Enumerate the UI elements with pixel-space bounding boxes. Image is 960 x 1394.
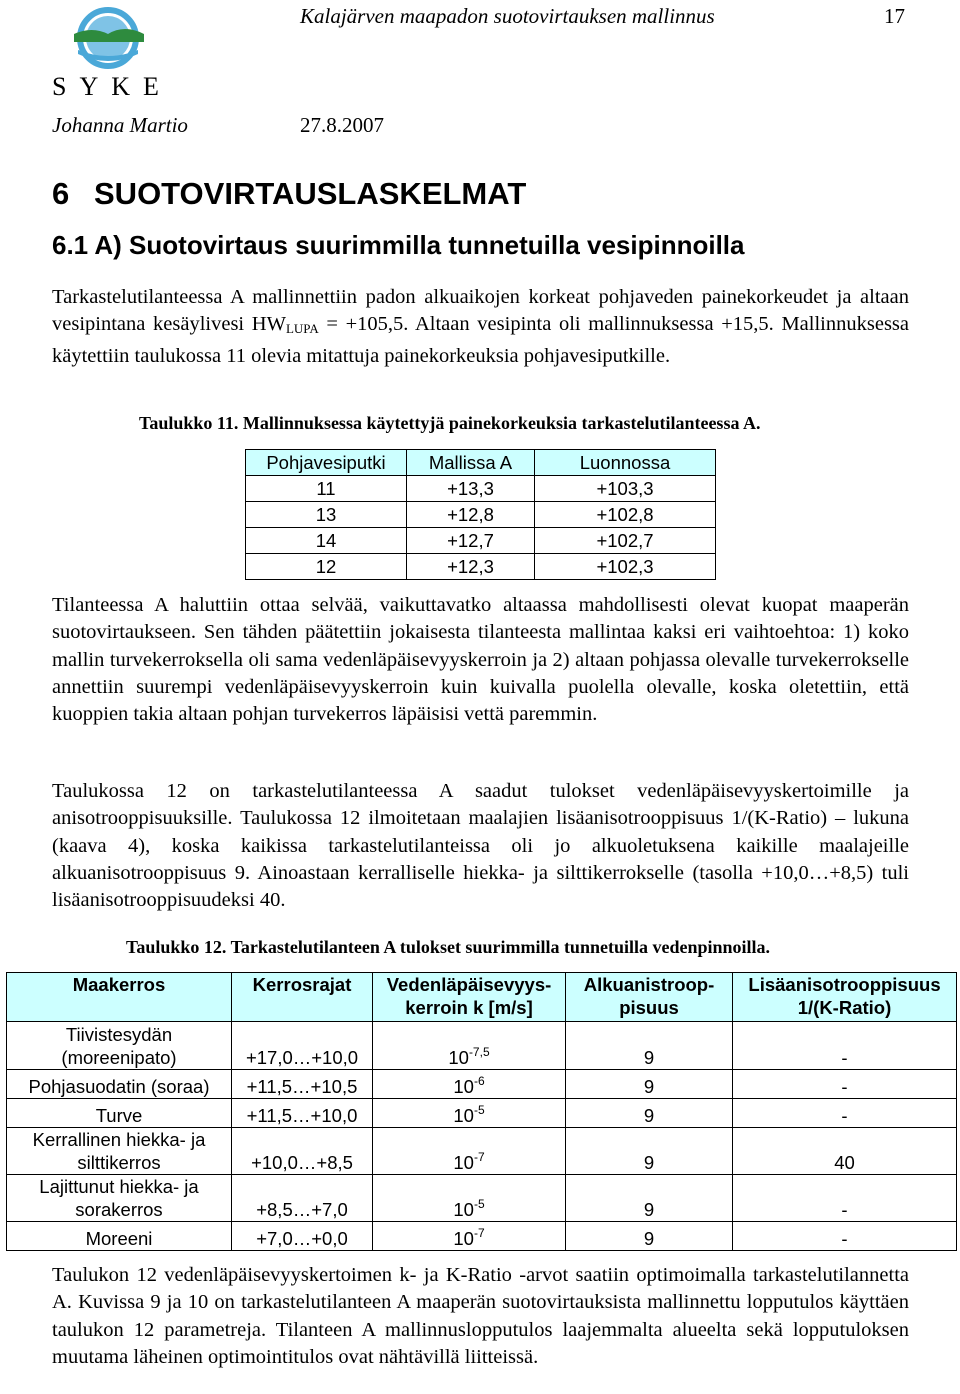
layer-cell [7,1022,232,1070]
document-title: Kalajärven maapadon suotovirtauksen mallinnus [300,4,715,28]
table-cell: 11 [246,476,407,502]
header-text: kerroin k [m/s] [405,997,533,1018]
layer-name: Pohjasuodatin (soraa) [28,1076,210,1097]
table-cell: +102,3 [535,554,716,580]
paragraph-intro-part2: = +105,5. Altaan vesipinta oli mallinnuksessa +15,5. Mallinnuksessa käytettiin taulukossa 11 olevia mitattuja painekorkeuksia pohjavesiputkille. [52,313,909,367]
header-text: Maakerros [72,974,166,995]
alku-cell: 9 [566,1128,733,1175]
table-header-cell [373,973,566,1022]
k-exponent: -7,5 [468,1045,490,1059]
table-row [7,1222,957,1251]
table-header-row [7,973,957,1022]
header-text: pisuus [619,997,679,1018]
layer-name: sorakerros [75,1199,163,1220]
header-text: Alkuanistroop- [583,974,715,995]
layer-name: silttikerros [77,1152,161,1173]
k-base: 10 [448,1047,469,1068]
table-row [7,1022,957,1070]
table11 [245,449,716,580]
table-header-cell [566,973,733,1022]
section-heading: 6.1 A) Suotovirtaus suurimmilla tunnetuilla vesipinnoilla [52,230,745,260]
range-cell: +8,5…+7,0 [232,1175,373,1222]
alku-cell: 9 [566,1099,733,1128]
table-row [246,476,716,502]
layer-name: Tiivistesydän [65,1024,173,1045]
table-cell: 13 [246,502,407,528]
header-text: Kerrosrajat [252,974,352,995]
table-row [7,1070,957,1099]
page-number: 17 [884,4,905,28]
table-cell: +12,8 [407,502,535,528]
paragraph-conclusion: Taulukon 12 vedenläpäisevyyskertoimen k- ja K-Ratio -arvot saatiin optimoimalla tarkastelutilannetta A. Kuvissa 9 ja 10 on tarkastelutilanteen A maaperän suotovirtauksista mallinnettu lopputulos käyttäen taulukon 12 parametreja. Tilanteen A mallinnuslopputulos laajemmalta alueelta sekä lopputuloksen muutama läheinen optimointitulos ovat nähtävillä liitteissä. [52,1264,909,1368]
layer-cell [7,1222,232,1251]
lisa-cell: - [733,1175,957,1222]
paragraph-intro-part1: Tarkastelutilanteessa A mallinnettiin padon alkuaikojen korkeat pohjaveden painekorkeudet ja altaan vesipintana kesäylivesi HW [52,286,909,336]
k-exponent: -7 [473,1226,485,1240]
table11-caption: Taulukko 11. Mallinnuksessa käytettyjä painekorkeuksia tarkastelutilanteessa A. [139,413,761,433]
k-base: 10 [453,1199,474,1220]
lisa-cell: 40 [733,1128,957,1175]
table-row [246,528,716,554]
layer-cell [7,1099,232,1128]
range-cell: +11,5…+10,5 [232,1070,373,1099]
table-cell: +103,3 [535,476,716,502]
paragraph-intro [52,284,909,370]
table-header-cell: Mallissa A [407,450,535,476]
table-row [7,1128,957,1175]
k-cell [373,1175,566,1222]
lisa-cell: - [733,1022,957,1070]
layer-name: (moreenipato) [61,1047,177,1068]
k-base: 10 [453,1152,474,1173]
paragraph-results: Taulukossa 12 on tarkastelutilanteessa A saadut tulokset vedenläpäisevyyskertoimille ja anisotrooppisuuksille. Taulukossa 12 ilmoitetaan maalajien lisäanisotrooppisuus 1/(K-Ratio) – lukuna (kaava 4), koska kaikissa tarkastelutilanteissa oli jo alkuoletuksena kaikille maalajeille alkuanisotrooppisuus 9. Ainoastaan kerralliselle hiekka- ja silttikerrokselle (tasolla +10,0…+8,5) tuli lisäanisotrooppisuudeksi 40. [52,780,909,912]
k-cell [373,1099,566,1128]
k-cell [373,1128,566,1175]
paragraph-intro-subscript: LUPA [285,321,319,337]
table-cell: 12 [246,554,407,580]
k-cell [373,1222,566,1251]
chapter-title: SUOTOVIRTAUSLASKELMAT [94,176,527,211]
table-header-cell: Pohjavesiputki [246,450,407,476]
k-exponent: -5 [473,1197,485,1211]
layer-name: Lajittunut hiekka- ja [39,1176,199,1197]
document-date: 27.8.2007 [300,113,384,137]
logo-text: SYKE [52,72,172,101]
layer-name: Kerrallinen hiekka- ja [32,1129,206,1150]
table-row [7,1175,957,1222]
k-base: 10 [453,1228,474,1249]
table12-caption: Taulukko 12. Tarkastelutilanteen A tulokset suurimmilla tunnetuilla vedenpinnoilla. [126,937,771,957]
range-cell: +7,0…+0,0 [232,1222,373,1251]
table-cell: +102,8 [535,502,716,528]
lisa-cell: - [733,1070,957,1099]
paragraph-scenarios: Tilanteessa A haluttiin ottaa selvää, vaikuttavatko altaassa mahdollisesti olevat kuopat maaperän suotovirtaukseen. Sen tähden päätettiin jokaisesta tilanteesta mallintaa kaksi eri vaihtoehtoa: 1) koko mallin turvekerroksella oli sama vedenläpäisevyyskerroin ja 2) altaan pohjassa olevalle turvekerrokselle annettiin suurempi vedenläpäisevyyskerroin kuin kuivalla puolella olevalle, koska oletettiin, että kuoppien takia altaan pohjan turvekerros läpäisisi vettä paremmin. [52,594,909,726]
layer-cell [7,1128,232,1175]
table-cell: 14 [246,528,407,554]
table12 [6,972,957,1251]
alku-cell: 9 [566,1070,733,1099]
alku-cell: 9 [566,1175,733,1222]
table-cell: +12,3 [407,554,535,580]
k-base: 10 [453,1105,474,1126]
table-header-cell [733,973,957,1022]
table-row [246,502,716,528]
layer-name: Moreeni [85,1228,153,1249]
table-cell: +12,7 [407,528,535,554]
chapter-heading [52,176,526,212]
k-cell [373,1070,566,1099]
table-header-cell: Luonnossa [535,450,716,476]
range-cell: +10,0…+8,5 [232,1128,373,1175]
table-cell: +13,3 [407,476,535,502]
table-header-cell [232,973,373,1022]
k-cell [373,1022,566,1070]
k-exponent: -6 [473,1074,485,1088]
alku-cell: 9 [566,1022,733,1070]
table-header-cell [7,973,232,1022]
table-cell: +102,7 [535,528,716,554]
header-text: Vedenläpäisevyys- [386,974,552,995]
table-row [246,554,716,580]
lisa-cell: - [733,1222,957,1251]
layer-name: Turve [95,1105,143,1126]
header-text: Lisäanisotrooppisuus [748,974,941,995]
k-base: 10 [453,1076,474,1097]
layer-cell [7,1070,232,1099]
k-exponent: -5 [473,1103,485,1117]
header-text: 1/(K-Ratio) [797,997,892,1018]
layer-cell [7,1175,232,1222]
chapter-number: 6 [52,176,70,211]
alku-cell: 9 [566,1222,733,1251]
range-cell: +17,0…+10,0 [232,1022,373,1070]
table-row [7,1099,957,1128]
k-exponent: -7 [473,1150,485,1164]
lisa-cell: - [733,1099,957,1128]
table-header-row [246,450,716,476]
range-cell: +11,5…+10,0 [232,1099,373,1128]
author-name: Johanna Martio [52,113,188,137]
